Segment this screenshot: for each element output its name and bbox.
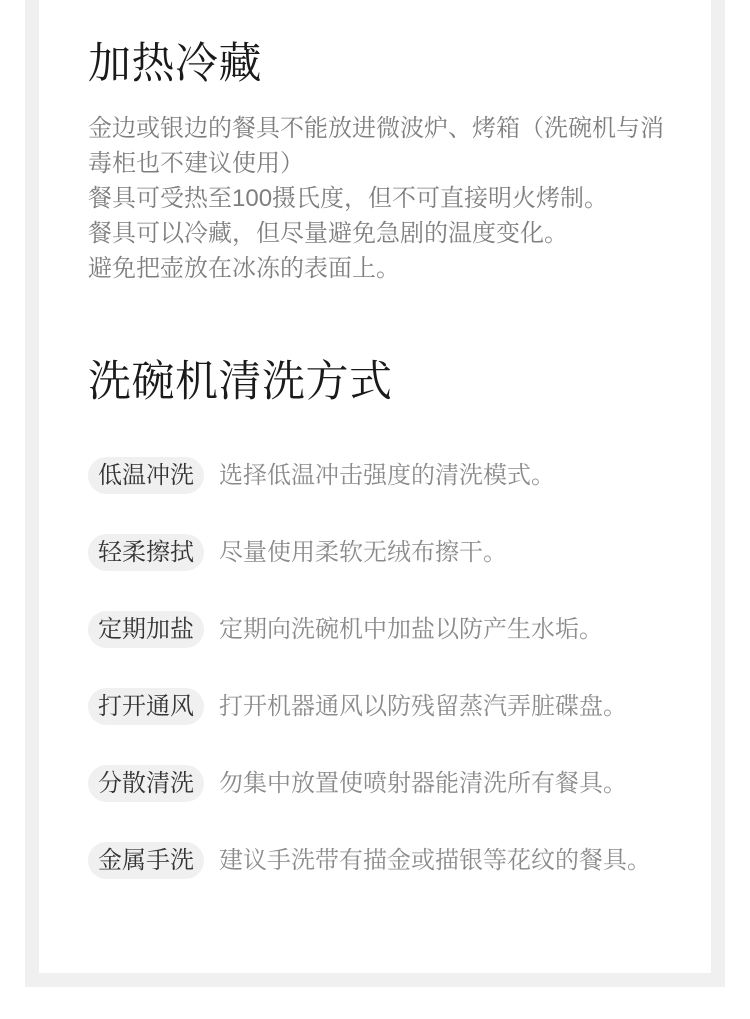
care-note-line: 金边或银边的餐具不能放进微波炉、烤箱（洗碗机与消 [88,115,664,142]
list-item [88,765,711,802]
care-tag-description: 尽量使用柔软无绒布擦干。 [219,539,507,566]
care-note-line: 餐具可受热至100摄氏度，但不可直接明火烤制。 [88,185,609,212]
list-item [88,611,711,648]
care-note-line: 避免把壶放在冰冻的表面上。 [88,255,400,282]
care-tag-description: 建议手洗带有描金或描银等花纹的餐具。 [219,847,651,874]
content-card [39,0,711,973]
care-tag-description: 勿集中放置使喷射器能清洗所有餐具。 [219,770,627,797]
heating-notes [88,111,678,286]
section-title-dishwasher: 洗碗机清洗方式 [88,358,393,406]
care-tag-description: 选择低温冲击强度的清洗模式。 [219,462,555,489]
care-tag: 低温冲洗 [88,457,204,494]
care-tag-description: 打开机器通风以防残留蒸汽弄脏碟盘。 [219,693,627,720]
list-item [88,842,711,879]
list-item [88,457,711,494]
content-frame [25,0,725,987]
care-tag-description: 定期向洗碗机中加盐以防产生水垢。 [219,616,603,643]
dishwasher-tip-list [88,457,711,879]
care-tag: 轻柔擦拭 [88,534,204,571]
care-tag: 分散清洗 [88,765,204,802]
care-tag: 打开通风 [88,688,204,725]
section-title-heating: 加热冷藏 [88,40,262,88]
care-tag: 金属手洗 [88,842,204,879]
list-item [88,534,711,571]
care-tag: 定期加盐 [88,611,204,648]
care-note-line: 餐具可以冷藏，但尽量避免急剧的温度变化。 [88,220,568,247]
care-note-line: 毒柜也不建议使用） [88,150,304,177]
list-item [88,688,711,725]
